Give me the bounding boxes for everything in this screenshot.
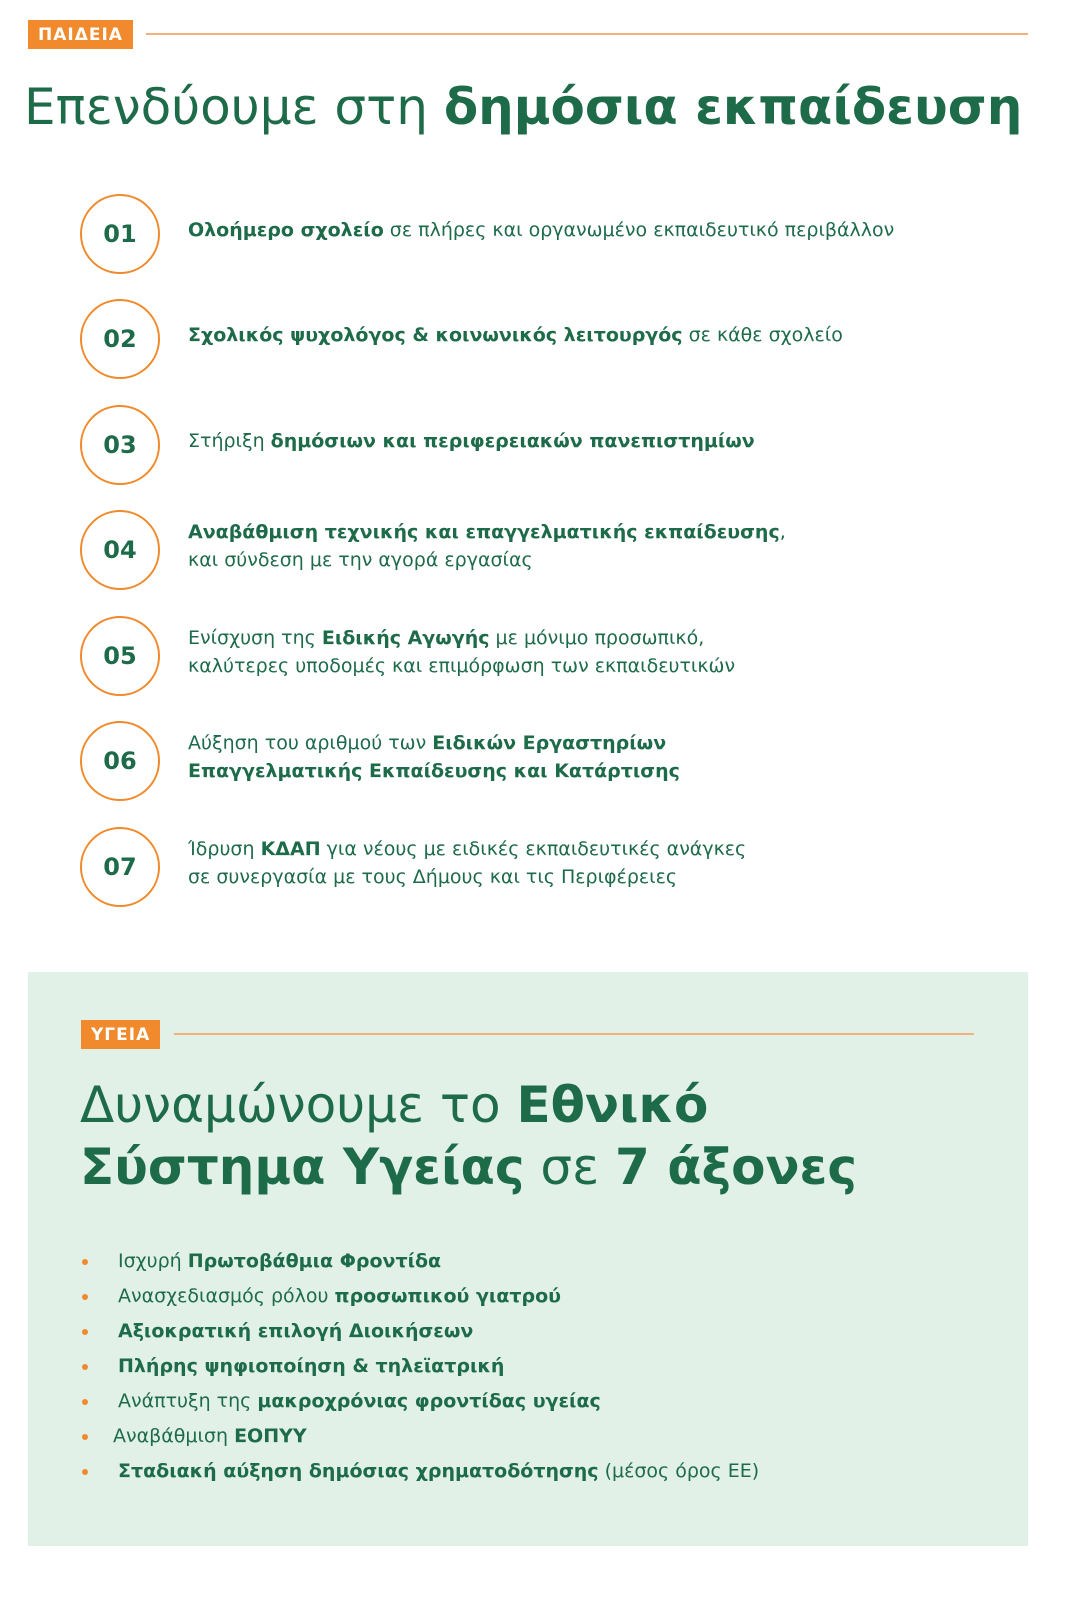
bullet-dot-icon: [82, 1364, 88, 1370]
text-run: Ανάπτυξη της: [118, 1390, 258, 1412]
title-regular: Επενδύουμε στη: [24, 78, 444, 136]
text-run: Ίδρυση: [188, 838, 261, 860]
text-run: σε συνεργασία με τους Δήμους και τις Περιφέρειες: [188, 866, 677, 888]
number-badge: 04: [80, 510, 160, 590]
text-run: ,: [779, 521, 786, 543]
list-item: [80, 194, 1040, 274]
list-item: [80, 405, 1040, 485]
number-badge: 03: [80, 405, 160, 485]
bullet-item: [82, 1246, 759, 1281]
text-run-bold: Ειδικής Αγωγής: [321, 627, 490, 649]
bullet-item: [82, 1386, 759, 1421]
text-run-bold: Πρωτοβάθμια Φροντίδα: [187, 1250, 442, 1272]
text-run: σε κάθε σχολείο: [682, 324, 843, 346]
page-title: [24, 76, 1022, 138]
bullet-item: [82, 1316, 759, 1351]
list-item: [80, 721, 1040, 801]
bullet-item: [82, 1456, 759, 1491]
item-text: [188, 835, 1008, 891]
text-run: Αύξηση του αριθμού των: [188, 732, 433, 754]
bullet-dot-icon: [82, 1294, 88, 1300]
health-bullet-list: [82, 1246, 759, 1491]
item-text: [188, 321, 1008, 349]
number-badge: 02: [80, 299, 160, 379]
text-run: (μέσος όρος ΕΕ): [598, 1460, 760, 1482]
item-text: [188, 427, 1008, 455]
item-text: [188, 624, 1008, 680]
section-tag-education: ΠΑΙΔΕΙΑ: [28, 20, 133, 49]
list-item: [80, 510, 1040, 590]
title-bold: δημόσια εκπαίδευση: [443, 78, 1023, 136]
list-item: [80, 827, 1040, 907]
text-run: σε πλήρες και οργανωμένο εκπαιδευτικό περιβάλλον: [383, 219, 895, 241]
text-run-bold: Επαγγελματικής Εκπαίδευσης και Κατάρτισης: [188, 760, 680, 782]
item-text: [188, 518, 1008, 574]
health-title-line2: [80, 1136, 857, 1198]
title-line2-regular: σε: [524, 1138, 615, 1196]
bullet-item: [82, 1281, 759, 1316]
text-run: Αναβάθμιση: [113, 1425, 235, 1447]
number-badge: 05: [80, 616, 160, 696]
text-run-bold: Αναβάθμιση τεχνικής και επαγγελματικής εκπαίδευσης: [188, 521, 780, 543]
section-divider: [174, 1033, 974, 1035]
text-run: Ισχυρή: [118, 1250, 188, 1272]
text-run: για νέους με ειδικές εκπαιδευτικές ανάγκες: [320, 838, 747, 860]
number-badge: 01: [80, 194, 160, 274]
text-run-bold: ΕΟΠΥΥ: [234, 1425, 307, 1447]
text-run: καλύτερες υποδομές και επιμόρφωση των εκπαιδευτικών: [188, 655, 736, 677]
text-run: Ανασχεδιασμός ρόλου: [118, 1285, 335, 1307]
list-item: [80, 616, 1040, 696]
title-line1-bold: Εθνικό: [516, 1076, 709, 1134]
item-text: [188, 216, 1008, 244]
text-run: με μόνιμο προσωπικό,: [489, 627, 705, 649]
text-run-bold: Πλήρης ψηφιοποίηση & τηλεϊατρική: [118, 1355, 505, 1377]
section-tag-health: ΥΓΕΙΑ: [81, 1020, 160, 1049]
number-badge: 06: [80, 721, 160, 801]
text-run-bold: Σχολικός ψυχολόγος & κοινωνικός λειτουργός: [188, 324, 683, 346]
bullet-dot-icon: [82, 1399, 88, 1405]
bullet-dot-icon: [82, 1469, 88, 1475]
title-line2-bold1: Σύστημα Υγείας: [80, 1138, 525, 1196]
list-item: [80, 299, 1040, 379]
text-run-bold: μακροχρόνιας φροντίδας υγείας: [257, 1390, 601, 1412]
item-text: [188, 729, 1008, 785]
text-run-bold: δημόσιων και περιφερειακών πανεπιστημίων: [270, 430, 755, 452]
text-run-bold: Σταδιακή αύξηση δημόσιας χρηματοδότησης: [118, 1460, 599, 1482]
text-run-bold: Ολοήμερο σχολείο: [188, 219, 384, 241]
bullet-dot-icon: [82, 1259, 88, 1265]
bullet-item: [82, 1351, 759, 1386]
bullet-dot-icon: [82, 1434, 88, 1440]
section-divider: [146, 33, 1028, 35]
text-run: Ενίσχυση της: [188, 627, 322, 649]
bullet-item: [82, 1421, 759, 1456]
text-run-bold: Ειδικών Εργαστηρίων: [432, 732, 667, 754]
bullet-dot-icon: [82, 1329, 88, 1335]
text-run-bold: προσωπικού γιατρού: [334, 1285, 561, 1307]
text-run-bold: ΚΔΑΠ: [260, 838, 321, 860]
title-line1-regular: Δυναμώνουμε το: [80, 1076, 517, 1134]
text-run: και σύνδεση με την αγορά εργασίας: [188, 549, 533, 571]
text-run-bold: Αξιοκρατική επιλογή Διοικήσεων: [118, 1320, 474, 1342]
number-badge: 07: [80, 827, 160, 907]
title-line2-bold2: 7 άξονες: [615, 1138, 857, 1196]
text-run: Στήριξη: [188, 430, 271, 452]
health-title: [80, 1074, 708, 1136]
